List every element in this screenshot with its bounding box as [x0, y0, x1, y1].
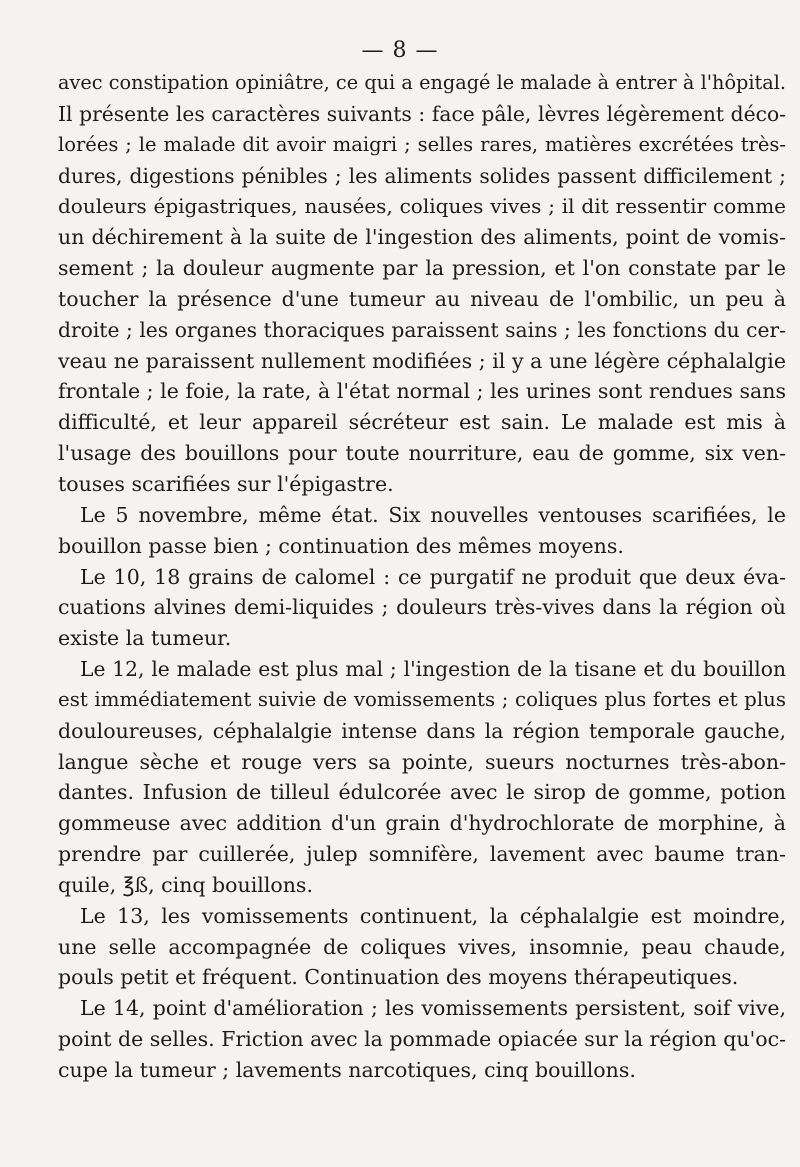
text-line: dantes. Infusion de tilleul édulcorée avec le sirop de gomme, potion	[58, 780, 786, 805]
text-line: frontale ; le foie, la rate, à l'état normal ; les urines sont rendues sans	[58, 379, 786, 404]
text-line: Le 13, les vomissements continuent, la céphalalgie est moindre,	[80, 903, 786, 928]
text-line: bouillon passe bien ; continuation des mêmes moyens.	[58, 533, 624, 558]
text-line: Le 10, 18 grains de calomel : ce purgatif ne produit que deux éva-	[80, 564, 786, 589]
text-line: langue sèche et rouge vers sa pointe, sueurs nocturnes très-abon-	[58, 749, 786, 774]
text-line: avec constipation opiniâtre, ce qui a engagé le malade à entrer à l'hôpital.	[58, 71, 786, 94]
text-line: douleurs épigastriques, nausées, coliques vives ; il dit ressentir comme	[58, 194, 786, 219]
body-text	[58, 68, 786, 1086]
text-line: toucher la présence d'une tumeur au niveau de l'ombilic, un peu à	[58, 286, 786, 311]
text-line: une selle accompagnée de coliques vives, insomnie, peau chaude,	[58, 934, 786, 959]
text-line: Le 5 novembre, même état. Six nouvelles ventouses scarifiées, le	[80, 502, 786, 527]
text-line: Le 14, point d'amélioration ; les vomissements persistent, soif vive,	[80, 996, 786, 1021]
text-line: Le 12, le malade est plus mal ; l'ingestion de la tisane et du bouillon	[80, 657, 786, 682]
text-line: douloureuses, céphalalgie intense dans la région temporale gauche,	[58, 718, 786, 743]
text-line: pouls petit et fréquent. Continuation des moyens thérapeutiques.	[58, 965, 739, 990]
text-line: sement ; la douleur augmente par la pression, et l'on constate par le	[58, 256, 786, 281]
text-line: difficulté, et leur appareil sécréteur est sain. Le malade est mis à	[58, 410, 786, 435]
text-line: l'usage des bouillons pour toute nourriture, eau de gomme, six ven-	[58, 441, 786, 466]
text-line: gommeuse avec addition d'un grain d'hydrochlorate de morphine, à	[58, 811, 786, 836]
text-line: point de selles. Friction avec la pommade opiacée sur la région qu'oc-	[58, 1027, 786, 1052]
text-line: Il présente les caractères suivants : face pâle, lèvres légèrement déco-	[58, 101, 786, 126]
text-line: dures, digestions pénibles ; les aliments solides passent difficilement ;	[58, 163, 786, 188]
text-line: cuations alvines demi-liquides ; douleurs très-vives dans la région où	[58, 595, 786, 620]
text-line: prendre par cuillerée, julep somnifère, lavement avec baume tran-	[58, 842, 786, 867]
text-line: veau ne paraissent nullement modifiées ; il y a une légère céphalalgie	[58, 348, 786, 373]
text-line: droite ; les organes thoraciques paraissent sains ; les fonctions du cer-	[58, 317, 786, 342]
text-line: existe la tumeur.	[58, 626, 232, 651]
text-line: un déchirement à la suite de l'ingestion des aliments, point de vomis-	[58, 225, 786, 250]
text-line: cupe la tumeur ; lavements narcotiques, cinq bouillons.	[58, 1058, 636, 1082]
page-number: — 8 —	[361, 38, 439, 63]
text-line: touses scarifiées sur l'épigastre.	[58, 471, 394, 496]
text-line: lorées ; le malade dit avoir maigri ; selles rares, matières excrétées très-	[58, 132, 786, 156]
text-line: quile, ℥ß, cinq bouillons.	[58, 872, 313, 897]
text-line: est immédiatement suivie de vomissements ; coliques plus fortes et plus	[58, 687, 786, 711]
